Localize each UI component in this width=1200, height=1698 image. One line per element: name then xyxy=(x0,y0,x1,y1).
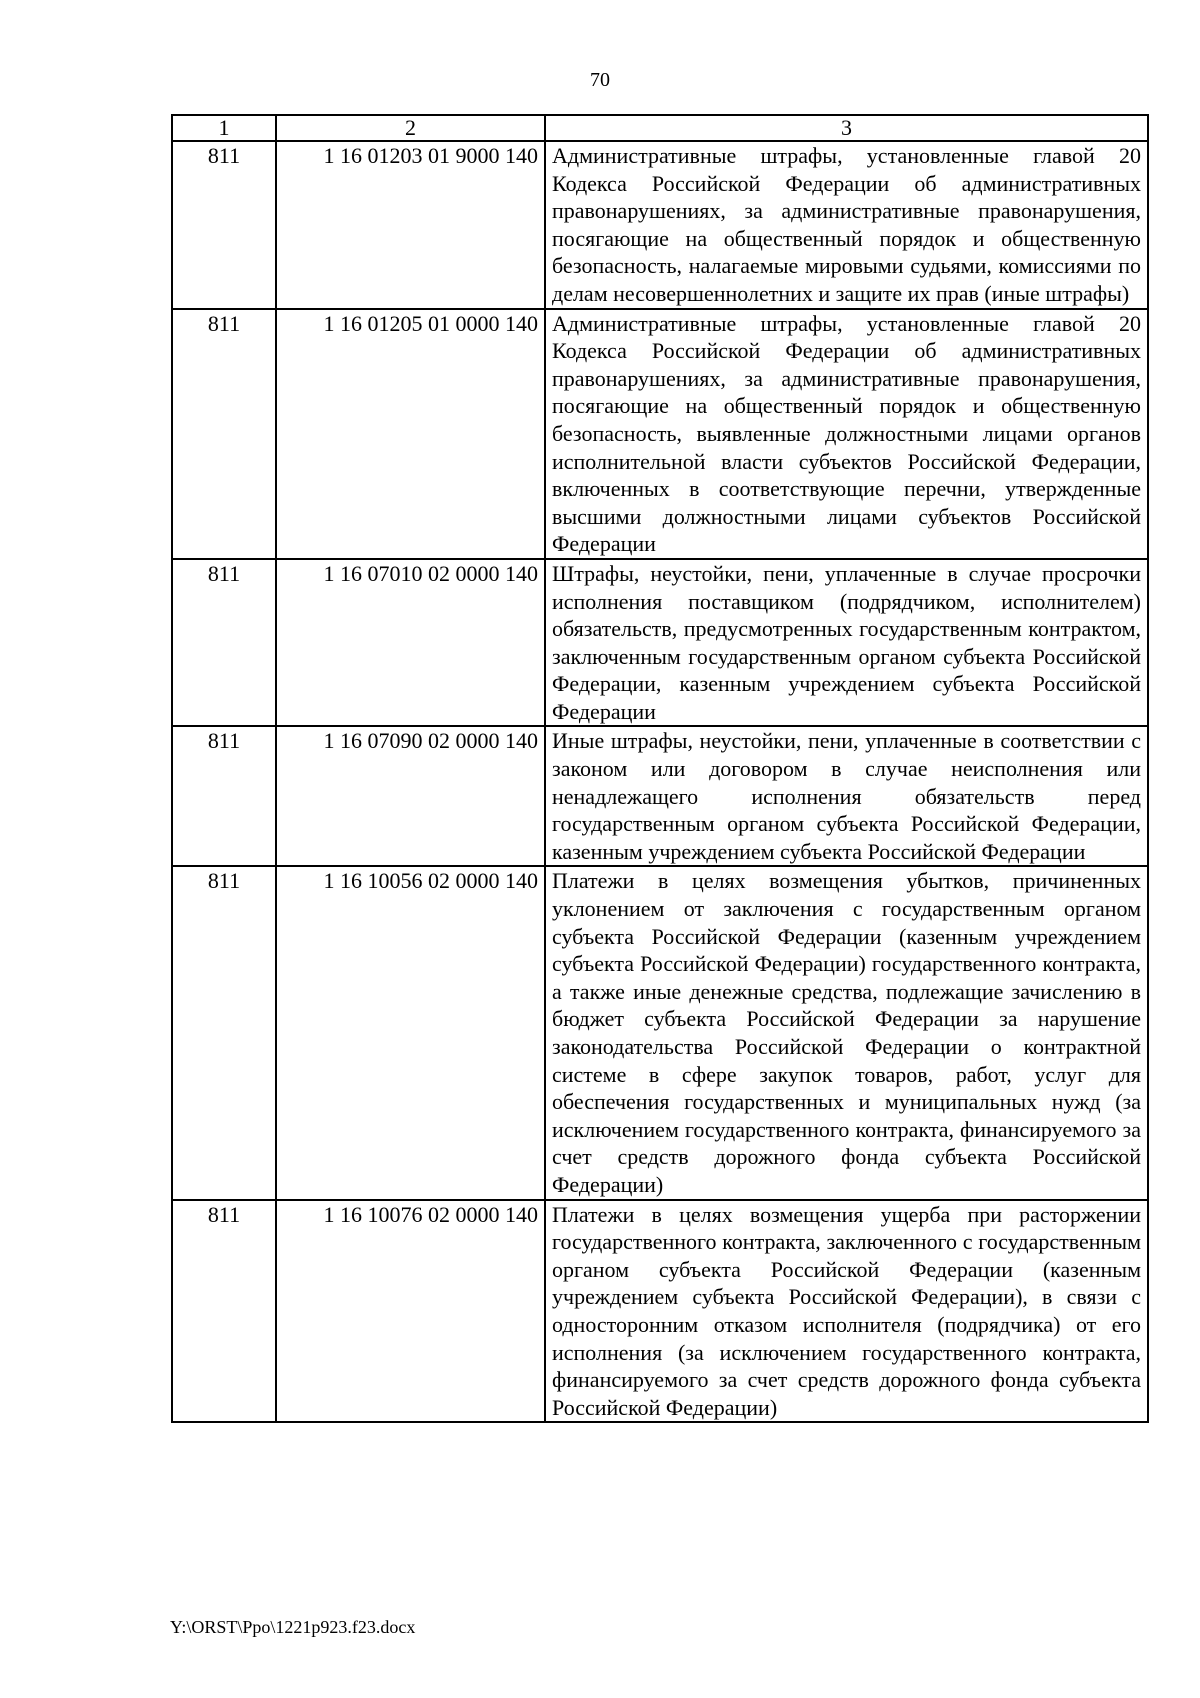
footer-file-path: Y:\ORST\Ppo\1221p923.f23.docx xyxy=(170,1617,416,1637)
admin-code-cell: 811 xyxy=(172,141,276,309)
admin-code-cell: 811 xyxy=(172,1200,276,1423)
header-cell-2: 2 xyxy=(276,115,545,141)
table-header-row xyxy=(172,115,1148,141)
header-cell-1: 1 xyxy=(172,115,276,141)
admin-code-cell: 811 xyxy=(172,559,276,727)
description-cell: Иные штрафы, неустойки, пени, уплаченные в соответствии с законом или договором в случае неисполнения или ненадлежащего исполнения обязательств перед государственным органом субъекта Российской Федерации, казенным учреждением субъекта Российской Федерации xyxy=(545,726,1148,866)
table-row xyxy=(172,1200,1148,1423)
budget-code-cell: 1 16 01205 01 0000 140 xyxy=(276,309,545,559)
header-cell-3: 3 xyxy=(545,115,1148,141)
admin-code-cell: 811 xyxy=(172,726,276,866)
budget-code-cell: 1 16 07010 02 0000 140 xyxy=(276,559,545,727)
description-cell: Платежи в целях возмещения убытков, причиненных уклонением от заключения с государственным органом субъекта Российской Федерации (казенным учреждением субъекта Российской Федерации) государственного контракта, а также иные денежные средства, подлежащие зачислению в бюджет субъекта Российской Федерации за нарушение законодательства Российской Федерации о контрактной системе в сфере закупок товаров, работ, услуг для обеспечения государственных и муниципальных нужд (за исключением государственного контракта, финансируемого за счет средств дорожного фонда субъекта Российской Федерации) xyxy=(545,866,1148,1199)
budget-code-cell: 1 16 01203 01 9000 140 xyxy=(276,141,545,309)
page-number: 70 xyxy=(590,69,610,91)
table-row xyxy=(172,559,1148,727)
admin-code-cell: 811 xyxy=(172,309,276,559)
description-cell: Штрафы, неустойки, пени, уплаченные в случае просрочки исполнения поставщиком (подрядчиком, исполнителем) обязательств, предусмотренных государственным контрактом, заключенным государственным органом субъекта Российской Федерации, казенным учреждением субъекта Российской Федерации xyxy=(545,559,1148,727)
admin-code-cell: 811 xyxy=(172,866,276,1199)
description-cell: Административные штрафы, установленные главой 20 Кодекса Российской Федерации об административных правонарушениях, за административные правонарушения, посягающие на общественный порядок и общественную безопасность, выявленные должностными лицами органов исполнительной власти субъектов Российской Федерации, включенных в соответствующие перечни, утвержденные высшими должностными лицами субъектов Российской Федерации xyxy=(545,309,1148,559)
description-cell: Административные штрафы, установленные главой 20 Кодекса Российской Федерации об административных правонарушениях, за административные правонарушения, посягающие на общественный порядок и общественную безопасность, налагаемые мировыми судьями, комиссиями по делам несовершеннолетних и защите их прав (иные штрафы) xyxy=(545,141,1148,309)
table-row xyxy=(172,141,1148,309)
revenue-codes-table xyxy=(171,114,1149,1423)
table-row xyxy=(172,866,1148,1199)
description-cell: Платежи в целях возмещения ущерба при расторжении государственного контракта, заключенного с государственным органом субъекта Российской Федерации (казенным учреждением субъекта Российской Федерации), в связи с односторонним отказом исполнителя (подрядчика) от его исполнения (за исключением государственного контракта, финансируемого за счет средств дорожного фонда субъекта Российской Федерации) xyxy=(545,1200,1148,1423)
budget-code-cell: 1 16 10076 02 0000 140 xyxy=(276,1200,545,1423)
budget-code-cell: 1 16 10056 02 0000 140 xyxy=(276,866,545,1199)
table-row xyxy=(172,309,1148,559)
budget-code-cell: 1 16 07090 02 0000 140 xyxy=(276,726,545,866)
table-row xyxy=(172,726,1148,866)
